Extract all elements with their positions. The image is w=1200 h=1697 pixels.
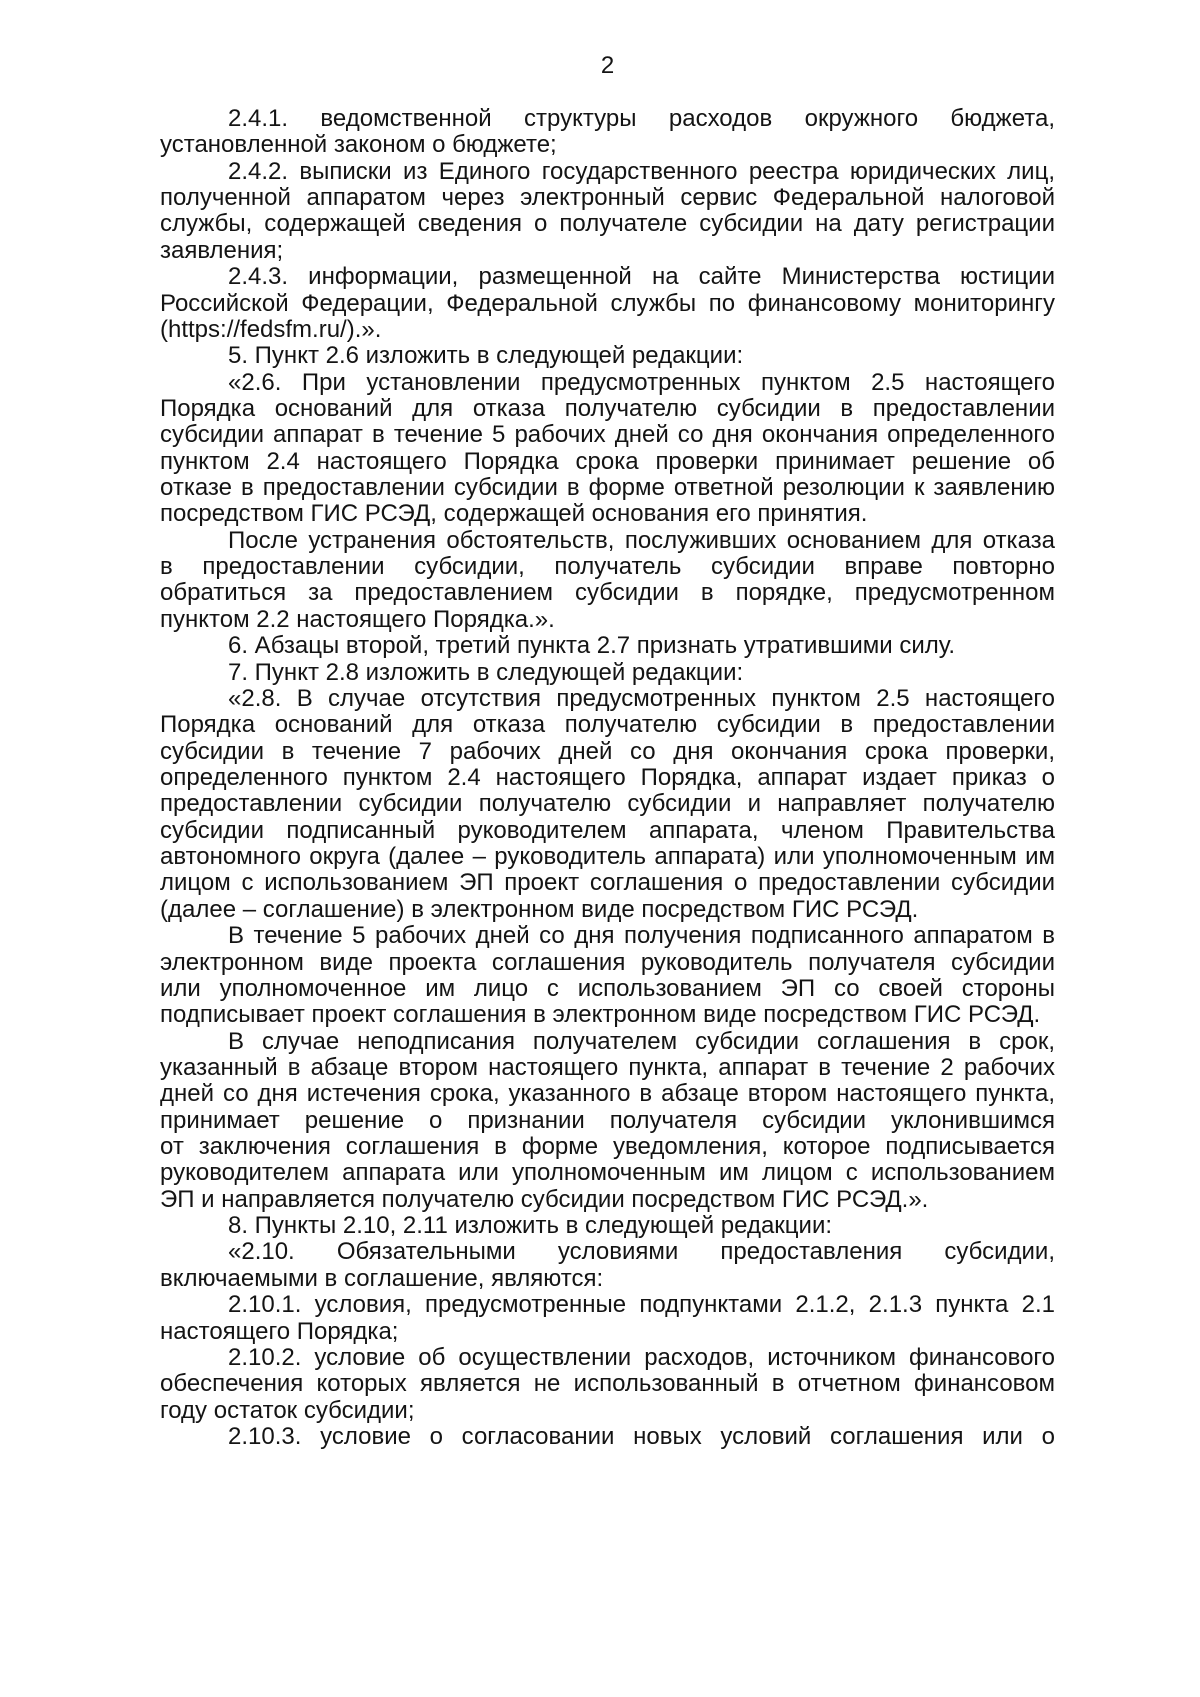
text-line: 2.10.2. условие об осуществлении расходов, источником финансового (228, 1343, 1055, 1371)
paragraph (160, 1292, 1055, 1345)
text-line: электронном виде проекта соглашения руководитель получателя субсидии (160, 948, 1055, 976)
text-line: лицом с использованием ЭП проект соглашения о предоставлении субсидии (160, 869, 1055, 897)
text-line: году остаток субсидии; (160, 1396, 415, 1424)
paragraph (160, 370, 1055, 528)
text-line: полученной аппаратом через электронный сервис Федеральной налоговой (160, 184, 1055, 212)
text-line: или уполномоченное им лицо с использованием ЭП со своей стороны (160, 974, 1055, 1002)
text-line: 2.10.3. условие о согласовании новых условий соглашения или о (228, 1422, 1055, 1450)
text-line: обеспечения которых является не использованный в отчетном финансовом (160, 1370, 1055, 1398)
document-body (160, 106, 1055, 1450)
text-line: «2.6. При установлении предусмотренных пунктом 2.5 настоящего (228, 368, 1055, 396)
paragraph (160, 1345, 1055, 1424)
text-line: посредством ГИС РСЭД, содержащей основания его принятия. (160, 500, 868, 528)
paragraph (160, 1424, 1055, 1450)
text-line: субсидии подписанный руководителем аппарата, членом Правительства (160, 816, 1055, 844)
paragraph (160, 343, 1055, 369)
text-line: принимает решение о признании получателя субсидии уклонившимся (160, 1106, 1055, 1134)
paragraph (160, 1239, 1055, 1292)
text-line: Российской Федерации, Федеральной службы по финансовому мониторингу (160, 289, 1055, 317)
text-line: автономного округа (далее – руководитель аппарата) или уполномоченным им (160, 843, 1055, 871)
text-line: ЭП и направляется получателю субсидии посредством ГИС РСЭД.». (160, 1185, 929, 1213)
page-number: 2 (600, 52, 615, 79)
text-line: «2.10. Обязательными условиями предоставления субсидии, (228, 1238, 1055, 1266)
paragraph (160, 660, 1055, 686)
text-line: определенного пунктом 2.4 настоящего Порядка, аппарат издает приказ о (160, 763, 1055, 791)
text-line: включаемыми в соглашение, являются: (160, 1264, 604, 1292)
text-line: 5. Пункт 2.6 изложить в следующей редакции: (228, 342, 744, 370)
paragraph (160, 923, 1055, 1028)
text-line: субсидии аппарат в течение 5 рабочих дней со дня окончания определенного (160, 421, 1055, 449)
text-line: настоящего Порядка; (160, 1317, 399, 1345)
text-line: 6. Абзацы второй, третий пункта 2.7 признать утратившими силу. (228, 632, 956, 660)
paragraph (160, 159, 1055, 264)
text-line: службы, содержащей сведения о получателе субсидии на дату регистрации (160, 210, 1055, 238)
text-line: «2.8. В случае отсутствия предусмотренных пунктом 2.5 настоящего (228, 684, 1055, 712)
text-line: 2.10.1. условия, предусмотренные подпунктами 2.1.2, 2.1.3 пункта 2.1 (228, 1291, 1055, 1319)
text-line: от заключения соглашения в форме уведомления, которое подписывается (160, 1133, 1055, 1161)
text-line: Порядка оснований для отказа получателю субсидии в предоставлении (160, 394, 1055, 422)
paragraph (160, 1029, 1055, 1214)
text-line: 8. Пункты 2.10, 2.11 изложить в следующей редакции: (228, 1212, 833, 1240)
text-line: пунктом 2.4 настоящего Порядка срока проверки принимает решение об (160, 447, 1055, 475)
paragraph (160, 264, 1055, 343)
text-line: подписывает проект соглашения в электронном виде посредством ГИС РСЭД. (160, 1001, 1041, 1029)
text-line: руководителем аппарата или уполномоченным им лицом с использованием (160, 1159, 1055, 1187)
paragraph (160, 1213, 1055, 1239)
text-line: 2.4.1. ведомственной структуры расходов окружного бюджета, (228, 105, 1055, 132)
text-line: установленной законом о бюджете; (160, 131, 557, 159)
text-line: 2.4.3. информации, размещенной на сайте Министерства юстиции (228, 263, 1055, 291)
text-line: В течение 5 рабочих дней со дня получения подписанного аппаратом в (228, 922, 1055, 950)
text-line: дней со дня истечения срока, указанного в абзаце втором настоящего пункта, (160, 1080, 1055, 1108)
text-line: указанный в абзаце втором настоящего пункта, аппарат в течение 2 рабочих (160, 1053, 1055, 1081)
text-line: в предоставлении субсидии, получатель субсидии вправе повторно (160, 553, 1055, 581)
paragraph (160, 528, 1055, 633)
paragraph (160, 106, 1055, 159)
text-line: (https://fedsfm.ru/).». (160, 315, 382, 343)
paragraph (160, 686, 1055, 923)
text-line: (далее – соглашение) в электронном виде посредством ГИС РСЭД. (160, 895, 919, 923)
text-line: предоставлении субсидии получателю субсидии и направляет получателю (160, 790, 1055, 818)
text-line: В случае неподписания получателем субсидии соглашения в срок, (228, 1027, 1055, 1055)
text-line: отказе в предоставлении субсидии в форме ответной резолюции к заявлению (160, 474, 1055, 502)
text-line: обратиться за предоставлением субсидии в порядке, предусмотренном (160, 579, 1055, 607)
text-line: 7. Пункт 2.8 изложить в следующей редакции: (228, 658, 744, 686)
text-line: Порядка оснований для отказа получателю субсидии в предоставлении (160, 711, 1055, 739)
text-line: субсидии в течение 7 рабочих дней со дня окончания срока проверки, (160, 737, 1055, 765)
text-line: заявления; (160, 236, 284, 264)
text-line: 2.4.2. выписки из Единого государственного реестра юридических лиц, (228, 157, 1055, 185)
paragraph (160, 633, 1055, 659)
text-line: пунктом 2.2 настоящего Порядка.». (160, 605, 555, 633)
text-line: После устранения обстоятельств, послуживших основанием для отказа (228, 526, 1055, 554)
